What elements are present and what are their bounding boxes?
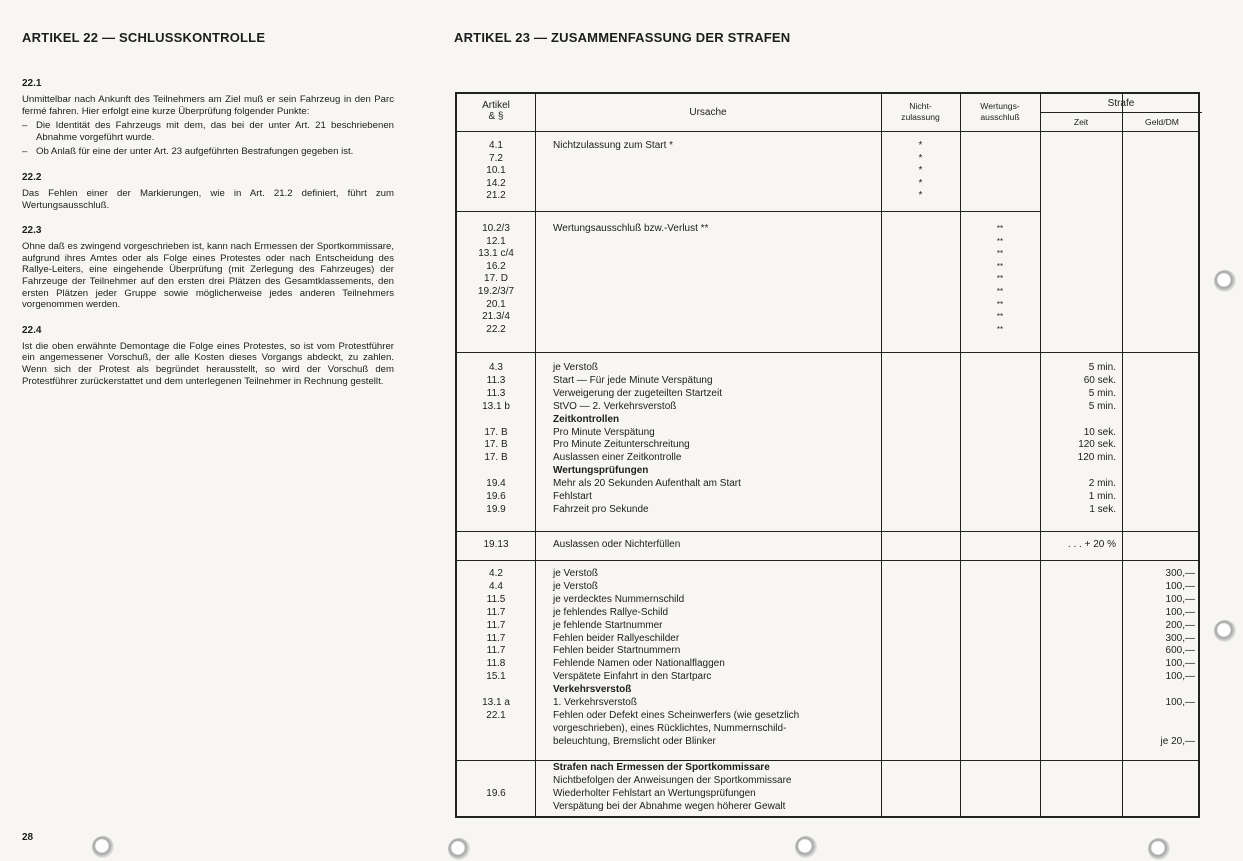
row-cause: Auslassen einer Zeitkontrolle <box>553 452 682 464</box>
row-geld: 100,— <box>1165 593 1195 605</box>
row-geld: 600,— <box>1165 645 1195 657</box>
table-divider <box>457 352 1198 353</box>
block6-article: 19.6 <box>486 788 506 799</box>
block4-cause: Auslassen oder Nichterfüllen <box>553 539 681 550</box>
row-cause: Pro Minute Verspätung <box>553 426 655 438</box>
row-geld: je 20,— <box>1160 735 1195 747</box>
row-article: 22.1 <box>486 709 506 721</box>
table-row <box>457 439 1202 452</box>
row-geld: 100,— <box>1165 580 1195 592</box>
section-22-1-number: 22.1 <box>22 78 42 89</box>
section-22-4-number: 22.4 <box>22 324 42 336</box>
bullet-2-text: Ob Anlaß für eine der unter Art. 23 aufgeführten Bestrafungen gegeben ist. <box>36 146 354 158</box>
row-article: 11.8 <box>486 658 506 670</box>
row-cause: Fehlende Namen oder Nationalflaggen <box>553 658 725 670</box>
row-geld: 100,— <box>1165 671 1195 683</box>
table-row <box>457 362 1202 375</box>
row-cause: Fehlstart <box>553 491 592 502</box>
row-zeit: 2 min. <box>1088 478 1116 490</box>
row-geld: 300,— <box>1165 568 1195 579</box>
row-cause: je fehlende Startnummer <box>553 619 663 631</box>
row-zeit: 5 min. <box>1088 400 1116 412</box>
row-zeit: 10 sek. <box>1083 426 1116 438</box>
block2-articles: 10.2/3 12.1 13.1 c/4 16.2 17. D 19.2/3/7 20.1 21.3/4 22.2 <box>477 223 515 335</box>
left-page-title: ARTIKEL 22 — SCHLUSSKONTROLLE <box>22 30 266 45</box>
row-cause: Verweigerung der zugeteilten Startzeit <box>553 387 722 399</box>
page-number: 28 <box>22 832 34 843</box>
block4-article: 19.13 <box>483 539 509 550</box>
row-article: 11.7 <box>486 619 506 631</box>
row-cause: Fehlen beider Rallyeschilder <box>553 632 680 644</box>
row-article: 4.4 <box>489 580 503 592</box>
table-row <box>457 427 1202 440</box>
section-22-3-text: Ohne daß es zwingend vorgeschrieben ist, kann nach Ermessen der Sportkommissare, aufgrund ihres Amtes oder als Folge eines Protestes oder nach Entscheidung des Rallye-Leiters, eine eingehende Überprüfung (mit Zerlegung des Fahrzeuges) der Fahrzeuge der Teilnehmer auf den ersten drei Plätzen des Gesamtklassements, den ersten Plätzen jeder Gruppe sowie möglicherweise jedes anderen Teilnehmers vorgenommen werden. <box>22 241 394 311</box>
row-cause: vorgeschrieben), eines Rücklichtes, Nummernschild- <box>553 722 787 734</box>
table-row <box>457 452 1202 465</box>
table-row <box>457 607 1202 620</box>
row-article: 13.1 b <box>482 400 510 412</box>
row-article: 19.6 <box>486 491 506 502</box>
table-divider <box>457 560 1198 561</box>
row-article: 13.1 a <box>482 697 510 708</box>
header-strafe: Strafe <box>1107 98 1135 109</box>
table-divider <box>457 131 1198 132</box>
header-geld: Geld/DM <box>1145 117 1179 127</box>
row-zeit: 5 min. <box>1088 387 1116 399</box>
table-row <box>457 401 1202 414</box>
table-row <box>457 568 1202 581</box>
block1-articles: 4.1 7.2 10.1 14.2 21.2 <box>486 140 506 202</box>
block6-heading: Strafen nach Ermessen der Sportkommissare <box>553 762 770 773</box>
row-cause: 1. Verkehrsverstoß <box>553 697 637 708</box>
right-page-title: ARTIKEL 23 — ZUSAMMENFASSUNG DER STRAFEN <box>454 30 791 45</box>
row-geld: 100,— <box>1165 606 1195 618</box>
row-subheading: Zeitkontrollen <box>553 413 620 425</box>
row-zeit: 1 sek. <box>1089 503 1116 515</box>
row-geld: 200,— <box>1165 619 1195 631</box>
bullet-dash: – <box>22 120 28 132</box>
row-cause: je Verstoß <box>553 362 599 373</box>
binder-hole-icon <box>1148 838 1170 860</box>
row-cause: je fehlendes Rallye-Schild <box>553 606 669 618</box>
table-row <box>457 478 1202 491</box>
header-nichtzulassung: Nicht- zulassung <box>901 101 940 122</box>
binder-hole-icon <box>1214 620 1236 642</box>
table-row <box>457 684 1202 697</box>
table-row <box>457 388 1202 401</box>
block2-marks: ** ** ** ** ** ** ** ** ** <box>996 224 1004 334</box>
row-cause: Verspätete Einfahrt in den Startparc <box>553 671 712 683</box>
table-row <box>457 645 1202 658</box>
block4-zeit: . . . + 20 % <box>1067 539 1116 550</box>
row-article: 11.3 <box>486 387 506 399</box>
row-zeit: 1 min. <box>1088 491 1116 502</box>
row-subheading: Wertungsprüfungen <box>553 465 649 477</box>
row-cause: je Verstoß <box>553 568 599 579</box>
table-divider <box>1040 112 1202 113</box>
block1-marks: * * * * * <box>918 140 923 202</box>
row-zeit: 120 min. <box>1077 452 1116 464</box>
table-row <box>457 414 1202 427</box>
table-row <box>457 581 1202 594</box>
binder-hole-icon <box>448 838 470 860</box>
table-row <box>457 465 1202 478</box>
row-cause: Start — Für jede Minute Verspätung <box>553 374 713 386</box>
block6-line: Verspätung bei der Abnahme wegen höherer Gewalt <box>553 800 786 812</box>
row-cause: je verdecktes Nummernschild <box>553 593 685 605</box>
right-page <box>430 0 1243 861</box>
binder-hole-icon <box>795 836 817 858</box>
row-cause: Pro Minute Zeitunterschreitung <box>553 439 690 451</box>
section-22-2-number: 22.2 <box>22 171 42 183</box>
row-cause: Fehlen oder Defekt eines Scheinwerfers (wie gesetzlich <box>553 709 800 721</box>
article-22-body <box>22 78 394 387</box>
row-zeit: 5 min. <box>1088 362 1116 373</box>
header-ursache: Ursache <box>689 107 727 118</box>
row-article: 11.5 <box>486 593 506 605</box>
bullet-dash: – <box>22 146 28 158</box>
table-row <box>457 594 1202 607</box>
section-22-1-bullet-1 <box>22 120 394 143</box>
row-subheading: Verkehrsverstoß <box>553 684 632 696</box>
table-row <box>457 710 1202 723</box>
header-artikel: Artikel & § <box>482 100 510 122</box>
row-cause: Fahrzeit pro Sekunde <box>553 503 649 515</box>
row-article: 4.2 <box>489 568 503 579</box>
row-geld: 100,— <box>1165 697 1195 708</box>
row-article: 17. B <box>484 426 508 438</box>
row-geld: 100,— <box>1165 658 1195 670</box>
table-row <box>457 658 1202 671</box>
row-zeit: 120 sek. <box>1078 439 1116 451</box>
table-divider <box>457 760 1198 761</box>
row-cause: Mehr als 20 Sekunden Aufenthalt am Start <box>553 478 741 490</box>
row-cause: Fehlen beider Startnummern <box>553 645 681 657</box>
row-article: 15.1 <box>486 671 506 683</box>
row-article: 11.7 <box>486 645 506 657</box>
table-row <box>457 491 1202 504</box>
header-zeit: Zeit <box>1073 117 1089 127</box>
row-article: 4.3 <box>489 362 503 373</box>
section-22-4-text: Ist die oben erwähnte Demontage die Folge eines Protestes, so ist vom Protestführer ein angemessener Vorschuß, der alle Kosten dieses Vorgangs abdeckt, zu zahlen. Wenn sich der Protest als begründet herausstellt, so wird der Vorschuß dem Protestführer zurückerstattet und dem unterlegenen Teilnehmer in Rechnung gestellt. <box>22 340 394 387</box>
row-cause: beleuchtung, Bremslicht oder Blinker <box>553 735 716 747</box>
block6-line: Wiederholter Fehlstart an Wertungsprüfungen <box>553 787 756 799</box>
block1-cause: Nichtzulassung zum Start * <box>553 140 674 151</box>
row-article: 17. B <box>484 439 508 451</box>
header-wertungsausschluss: Wertungs- ausschluß <box>980 101 1020 122</box>
bullet-1-text: Die Identität des Fahrzeugs mit dem, das bei der unter Art. 21 beschriebenen Abnahme vorgeführt wurde. <box>36 120 394 143</box>
table-row <box>457 723 1202 736</box>
row-cause: StVO — 2. Verkehrsverstoß <box>553 400 677 412</box>
table-row <box>457 697 1202 710</box>
table-row <box>457 633 1202 646</box>
row-article: 11.7 <box>486 606 506 618</box>
row-article: 11.3 <box>486 374 506 386</box>
table-row <box>457 671 1202 684</box>
section-22-2-text: Das Fehlen einer der Markierungen, wie in Art. 21.2 definiert, führt zum Wertungsausschluß. <box>22 187 394 211</box>
table-row <box>457 504 1202 517</box>
left-page <box>0 0 430 861</box>
row-article: 19.4 <box>486 478 506 490</box>
section-22-1-bullet-2 <box>22 146 394 158</box>
row-article: 19.9 <box>486 503 506 515</box>
table-divider <box>457 211 1040 212</box>
row-article: 17. B <box>484 452 508 464</box>
table-row <box>457 620 1202 633</box>
block6-line: Nichtbefolgen der Anweisungen der Sportkommissare <box>553 774 792 786</box>
table-row <box>457 375 1202 388</box>
row-zeit: 60 sek. <box>1083 374 1116 386</box>
row-article: 11.7 <box>486 632 506 644</box>
row-cause: je Verstoß <box>553 580 599 592</box>
table-divider <box>457 531 1198 532</box>
section-22-1-text: Unmittelbar nach Ankunft des Teilnehmers am Ziel muß er sein Fahrzeug in den Parc fermé fahren. Hier erfolgt eine kurze Überprüfung folgender Punkte: <box>22 94 394 117</box>
block2-cause: Wertungsausschluß bzw.-Verlust ** <box>553 223 709 234</box>
section-22-3-number: 22.3 <box>22 225 42 237</box>
binder-hole-icon <box>1214 270 1236 292</box>
table-row <box>457 736 1202 749</box>
penalty-table <box>455 92 1200 818</box>
row-geld: 300,— <box>1165 632 1195 644</box>
binder-hole-icon <box>92 836 114 858</box>
